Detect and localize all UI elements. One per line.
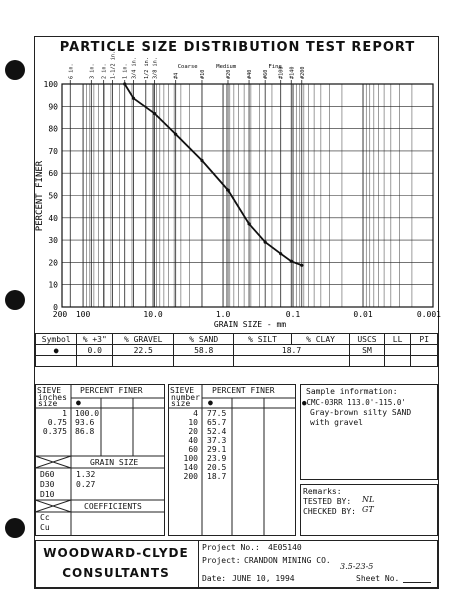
soil-class-label: Medium [216, 64, 237, 70]
tested-by-label: TESTED BY: [303, 497, 352, 506]
grain-size-label: D30 [40, 480, 55, 489]
sieve-number-header: SIEVE [170, 386, 195, 395]
y-tick-label: 10 [48, 280, 58, 290]
grain-size-label: D60 [40, 470, 55, 479]
sample-line-3: with gravel [310, 418, 363, 427]
sieve-inches-percent: 86.8 [75, 427, 95, 436]
y-tick-label: 20 [48, 258, 58, 268]
report-title: PARTICLE SIZE DISTRIBUTION TEST REPORT [59, 40, 416, 55]
data-point [153, 112, 156, 115]
sieve-label: #40 [247, 69, 254, 79]
company-line-2: CONSULTANTS [62, 566, 170, 580]
x-tick-label: 100 [75, 310, 91, 319]
sieve-number-size: 4 [193, 409, 198, 418]
y-tick-label: 0 [53, 303, 58, 312]
y-tick-label: 80 [48, 124, 58, 134]
row-uscs: SM [350, 345, 385, 356]
summary-data-row [36, 345, 438, 356]
hdr-clay: % CLAY [292, 334, 350, 345]
row-symbol: ● [36, 345, 77, 356]
series-line [125, 84, 302, 265]
sieve-inches-percent: 100.0 [75, 409, 100, 418]
hdr-silt: % SILT [234, 334, 292, 345]
x-tick-label: 0.1 [285, 310, 301, 319]
sieve-inches-symbol: ● [76, 398, 81, 407]
data-point [264, 241, 267, 244]
sieve-number-percent: 29.1 [207, 445, 227, 454]
grain-size-title: GRAIN SIZE [90, 458, 139, 467]
summary-table [35, 333, 438, 367]
project-value: CRANDON MINING CO. [244, 556, 331, 565]
sieve-inches-size: 0.75 [47, 418, 67, 427]
row-gravel: 22.5 [113, 345, 174, 356]
sieve-number-percent: 52.4 [207, 427, 227, 436]
sieve-number-percent: 20.5 [207, 463, 227, 472]
sieve-number-percent: 37.3 [207, 436, 227, 445]
row-sand: 58.8 [174, 345, 234, 356]
project-no-value: 4E05140 [268, 543, 302, 552]
punch-hole-bottom [5, 518, 25, 538]
data-point [247, 222, 250, 225]
sieve-label: 3/8 in. [152, 57, 159, 79]
data-point [123, 82, 126, 85]
grain-size-label: D10 [40, 490, 55, 499]
coefficient-label: Cu [40, 523, 50, 532]
sieve-inches-size: 0.375 [42, 427, 67, 436]
sieve-label: #60 [263, 69, 270, 79]
x-tick-label: 0.001 [416, 310, 441, 319]
row-siltclay: 18.7 [234, 345, 350, 356]
sheet-value-line [403, 582, 431, 583]
company-line-1: WOODWARD-CLYDE [43, 546, 189, 560]
sieve-label: 3/4 in. [131, 57, 138, 79]
hdr-pi: PI [411, 334, 438, 345]
sieve-label: 6 in. [68, 63, 75, 79]
sieve-inches-size: 1 [62, 409, 67, 418]
sieve-number-size: 10 [188, 418, 198, 427]
y-tick-labels [44, 80, 59, 312]
data-point [290, 260, 293, 263]
data-point [300, 264, 303, 267]
y-tick-label: 50 [48, 191, 58, 201]
remarks-title: Remarks: [303, 487, 342, 496]
data-point [132, 97, 135, 100]
footer-divider [198, 540, 199, 588]
hdr-uscs: USCS [350, 334, 385, 345]
sieve-number-pf-header: PERCENT FINER [212, 386, 275, 395]
sample-line-2: Gray-brown silty SAND [310, 408, 412, 417]
sieve-number-subheader: number size [171, 393, 200, 408]
soil-class-label: Coarse [177, 64, 198, 70]
x-tick-label: 10.0 [143, 310, 163, 319]
sieve-label: #4 [173, 72, 180, 79]
sieve-label: 3 in. [89, 63, 96, 79]
grain-size-value: 0.27 [76, 480, 96, 489]
sieve-number-percent: 65.7 [207, 418, 227, 427]
summary-empty-row [36, 356, 438, 367]
sieve-label: 1/2 in. [143, 57, 150, 79]
x-tick-label: 1.0 [215, 310, 231, 319]
y-tick-label: 90 [48, 102, 58, 112]
sieve-number-symbol: ● [208, 398, 213, 407]
chart-grid [62, 80, 433, 307]
y-tick-label: 30 [48, 236, 58, 246]
date-label: Date: [202, 574, 227, 583]
sieve-label: #200 [299, 66, 306, 79]
data-point [226, 189, 229, 192]
sieve-inches-pf-header: PERCENT FINER [80, 386, 143, 395]
sieve-inches-header: SIEVE [37, 386, 62, 395]
y-tick-label: 100 [43, 80, 58, 89]
row-pi [411, 345, 438, 356]
sieve-number-size: 20 [188, 427, 198, 436]
hdr-gravel: % GRAVEL [113, 334, 174, 345]
data-point [200, 159, 203, 162]
row-ll [384, 345, 411, 356]
hdr-sand: % SAND [174, 334, 234, 345]
y-tick-label: 60 [48, 169, 58, 179]
data-point [279, 252, 282, 255]
sample-info-title: Sample information: [306, 387, 398, 396]
coefficients-title: COEFFICIENTS [84, 502, 142, 511]
summary-header-row [36, 334, 438, 345]
handwritten-code: 3.5-23-5 [340, 562, 374, 571]
sieve-number-size: 100 [183, 454, 198, 463]
tested-by-value: NL [362, 495, 375, 504]
sieve-number-size: 60 [188, 445, 198, 454]
hdr-plus3: % +3" [77, 334, 113, 345]
sieve-label: #20 [225, 69, 232, 79]
checked-by-label: CHECKED BY: [303, 507, 356, 516]
project-label: Project: [202, 556, 241, 565]
sheet-label: Sheet No. [356, 574, 400, 583]
data-series [123, 82, 303, 266]
date-value: JUNE 10, 1994 [232, 574, 295, 583]
x-tick-labels [53, 310, 441, 319]
y-axis-label: PERCENT FINER [35, 160, 45, 232]
grain-size-value: 1.32 [76, 470, 96, 479]
hdr-symbol: Symbol [36, 334, 77, 345]
soil-class-labels [178, 64, 282, 70]
y-tick-label: 40 [48, 213, 58, 223]
sieve-label: #100 [278, 66, 285, 79]
x-axis-label: GRAIN SIZE - mm [213, 320, 287, 329]
sieve-label: 2 in. [101, 63, 108, 79]
sieve-label: 1 in. [122, 63, 129, 79]
project-no-label: Project No.: [202, 543, 260, 552]
hdr-ll: LL [384, 334, 411, 345]
sieve-number-percent: 18.7 [207, 472, 227, 481]
x-tick-label: 200 [52, 310, 68, 319]
sieve-number-percent: 77.5 [207, 409, 227, 418]
sieve-number-percent: 23.9 [207, 454, 227, 463]
sieve-number-size: 40 [188, 436, 198, 445]
sieve-inches-subheader: inches size [38, 393, 67, 408]
x-tick-label: 0.01 [353, 310, 373, 319]
sample-line-1: ●CMC-03RR 113.0'-115.0' [302, 398, 406, 407]
row-plus3: 0.0 [77, 345, 113, 356]
y-tick-label: 70 [48, 146, 58, 156]
sieve-label: 1-1/2 in. [110, 50, 117, 79]
sieve-inches-percent: 93.6 [75, 418, 95, 427]
soil-class-label: Fine [268, 64, 282, 70]
checked-by-value: GT [362, 505, 374, 514]
coefficient-label: Cc [40, 513, 50, 522]
sieve-label: #10 [199, 69, 206, 79]
sieve-number-size: 200 [183, 472, 198, 481]
sieve-label: #140 [289, 66, 296, 79]
data-point [174, 133, 177, 136]
sieve-number-size: 140 [183, 463, 198, 472]
